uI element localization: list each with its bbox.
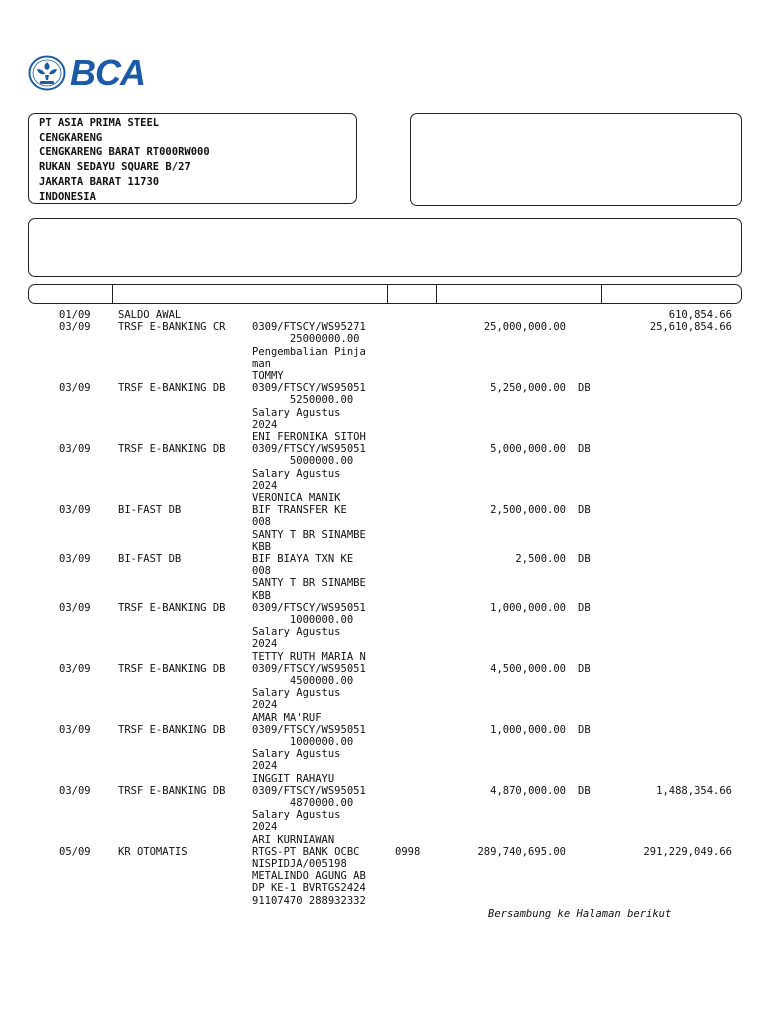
transaction-description: TRSF E-BANKING DB [118,723,226,736]
transaction-detail-line: 5000000.00 [252,455,354,468]
account-info-box [410,113,742,206]
transaction-detail-line: SANTY T BR SINAMBE [252,528,366,541]
transaction-detail-line: AMAR MA'RUF [252,711,322,724]
transaction-detail-line: Salary Agustus [252,748,341,761]
transaction-date: 05/09 [59,845,91,858]
transaction-detail-line: RTGS-PT BANK OCBC [252,845,360,858]
transaction-type: DB [578,784,591,797]
continued-note: Bersambung ke Halaman berikut [488,908,672,920]
transaction-detail-line: BIF TRANSFER KE [252,504,347,517]
transaction-type: DB [578,443,591,456]
transaction-description: BI-FAST DB [118,552,182,565]
transaction-row [0,504,768,553]
column-separator [387,285,388,303]
transaction-row [0,846,768,907]
transaction-details [252,321,366,382]
transaction-row [0,321,768,382]
transaction-detail-line: SANTY T BR SINAMBE [252,577,366,590]
transaction-description: KR OTOMATIS [118,845,188,858]
transaction-detail-line: BIF BIAYA TXN KE [252,552,354,565]
transaction-description: TRSF E-BANKING DB [118,601,226,614]
transaction-type: DB [578,382,591,395]
transaction-branch: 0998 [395,845,421,858]
transaction-list [0,309,768,907]
transaction-balance: 610,854.66 [668,309,732,321]
transaction-detail-line: 1000000.00 [252,735,354,748]
transaction-row [0,602,768,663]
transaction-detail-line: 25000000.00 [252,333,360,346]
transaction-amount: 5,250,000.00 [490,382,566,395]
transaction-amount: 1,000,000.00 [490,601,566,614]
transaction-date: 03/09 [59,784,91,797]
transaction-row [0,663,768,724]
summary-box [28,218,742,277]
transaction-detail-line: ARI KURNIAWAN [252,833,335,846]
transaction-detail-line: Pengembalian Pinja [252,345,366,358]
transaction-details [252,382,366,443]
bca-logo [28,54,145,92]
transaction-detail-line: KBB [252,540,271,553]
address-line: INDONESIA [39,190,96,203]
bca-wordmark: BCA [70,52,145,93]
transaction-detail-line: 2024 [252,699,278,712]
transaction-details [252,443,366,504]
column-separator [601,285,602,303]
transaction-details [252,724,366,785]
transaction-row [0,443,768,504]
transaction-description: TRSF E-BANKING CR [118,321,226,334]
transaction-detail-line: 0309/FTSCY/WS95051 [252,382,366,395]
transaction-type: DB [578,662,591,675]
transaction-detail-line: 008 [252,565,271,578]
transaction-row [0,309,768,321]
transaction-description: SALDO AWAL [118,309,182,321]
transaction-detail-line: TETTY RUTH MARIA N [252,650,366,663]
transaction-balance: 291,229,049.66 [643,845,732,858]
transaction-detail-line: 2024 [252,418,278,431]
transaction-detail-line: 0309/FTSCY/WS95051 [252,601,366,614]
transaction-detail-line: 0309/FTSCY/WS95051 [252,443,366,456]
transaction-row [0,724,768,785]
transaction-detail-line: VERONICA MANIK [252,492,341,504]
address-line: JAKARTA BARAT 11730 [39,175,160,188]
transaction-description: BI-FAST DB [118,504,182,517]
transaction-detail-line: TOMMY [252,370,284,382]
transaction-description: TRSF E-BANKING DB [118,443,226,456]
transaction-type: DB [578,723,591,736]
transaction-detail-line: 4870000.00 [252,796,354,809]
transaction-detail-line: Salary Agustus [252,406,341,419]
transaction-date: 03/09 [59,601,91,614]
transaction-detail-line: DP KE-1 BVRTGS2424 [252,882,366,895]
transaction-detail-line: 2024 [252,638,278,651]
transaction-amount: 25,000,000.00 [483,321,566,334]
transaction-date: 03/09 [59,443,91,456]
address-line: PT ASIA PRIMA STEEL [39,117,160,129]
transaction-detail-line: 0309/FTSCY/WS95051 [252,723,366,736]
transaction-detail-line: KBB [252,589,271,602]
transaction-amount: 289,740,695.00 [477,845,566,858]
transaction-detail-line: 91107470 288932332 [252,894,366,907]
transaction-details [252,504,366,553]
transaction-detail-line: Salary Agustus [252,809,341,822]
transaction-detail-line: 5250000.00 [252,394,354,407]
transaction-detail-line: 0309/FTSCY/WS95051 [252,662,366,675]
transaction-detail-line: Salary Agustus [252,687,341,700]
transaction-detail-line: 0309/FTSCY/WS95271 [252,321,366,334]
transaction-details [252,553,366,602]
transaction-balance: 25,610,854.66 [649,321,732,334]
transaction-amount: 4,870,000.00 [490,784,566,797]
transaction-details [252,785,366,846]
transaction-amount: 1,000,000.00 [490,723,566,736]
transaction-details [252,663,366,724]
transaction-detail-line: INGGIT RAHAYU [252,772,335,785]
transaction-detail-line: NISPIDJA/005198 [252,857,347,870]
transaction-detail-line: 2024 [252,821,278,834]
transaction-detail-line: 4500000.00 [252,674,354,687]
transaction-type: DB [578,601,591,614]
transaction-amount: 4,500,000.00 [490,662,566,675]
transaction-detail-line: METALINDO AGUNG AB [252,870,366,883]
transaction-detail-line: man [252,357,271,370]
transaction-date: 01/09 [59,309,91,321]
column-header-bar [28,284,742,304]
transaction-row [0,785,768,846]
transaction-detail-line: 2024 [252,479,278,492]
transaction-date: 03/09 [59,662,91,675]
transaction-type: DB [578,504,591,517]
transaction-date: 03/09 [59,504,91,517]
address-line: CENGKARENG BARAT RT000RW000 [39,146,210,159]
column-separator [112,285,113,303]
transaction-description: TRSF E-BANKING DB [118,784,226,797]
transaction-detail-line: 008 [252,516,271,529]
transaction-date: 03/09 [59,723,91,736]
transaction-amount: 2,500.00 [515,552,566,565]
column-separator [436,285,437,303]
transaction-detail-line: 1000000.00 [252,613,354,626]
transaction-detail-line: Salary Agustus [252,467,341,480]
transaction-detail-line: Salary Agustus [252,626,341,639]
transaction-details [252,602,366,663]
transaction-amount: 2,500,000.00 [490,504,566,517]
bca-emblem-icon [28,55,66,91]
transaction-type: DB [578,552,591,565]
transaction-date: 03/09 [59,321,91,334]
transaction-detail-line: 2024 [252,760,278,773]
transaction-detail-line: ENI FERONIKA SITOH [252,431,366,443]
transaction-balance: 1,488,354.66 [656,784,732,797]
transaction-amount: 5,000,000.00 [490,443,566,456]
transaction-date: 03/09 [59,552,91,565]
transaction-detail-line: 0309/FTSCY/WS95051 [252,784,366,797]
transaction-row [0,382,768,443]
transaction-row [0,553,768,602]
transaction-description: TRSF E-BANKING DB [118,662,226,675]
transaction-description: TRSF E-BANKING DB [118,382,226,395]
customer-address-box [28,113,357,204]
transaction-details [252,846,366,907]
address-line: RUKAN SEDAYU SQUARE B/27 [39,161,191,174]
transaction-date: 03/09 [59,382,91,395]
address-line: CENGKARENG [39,131,103,144]
